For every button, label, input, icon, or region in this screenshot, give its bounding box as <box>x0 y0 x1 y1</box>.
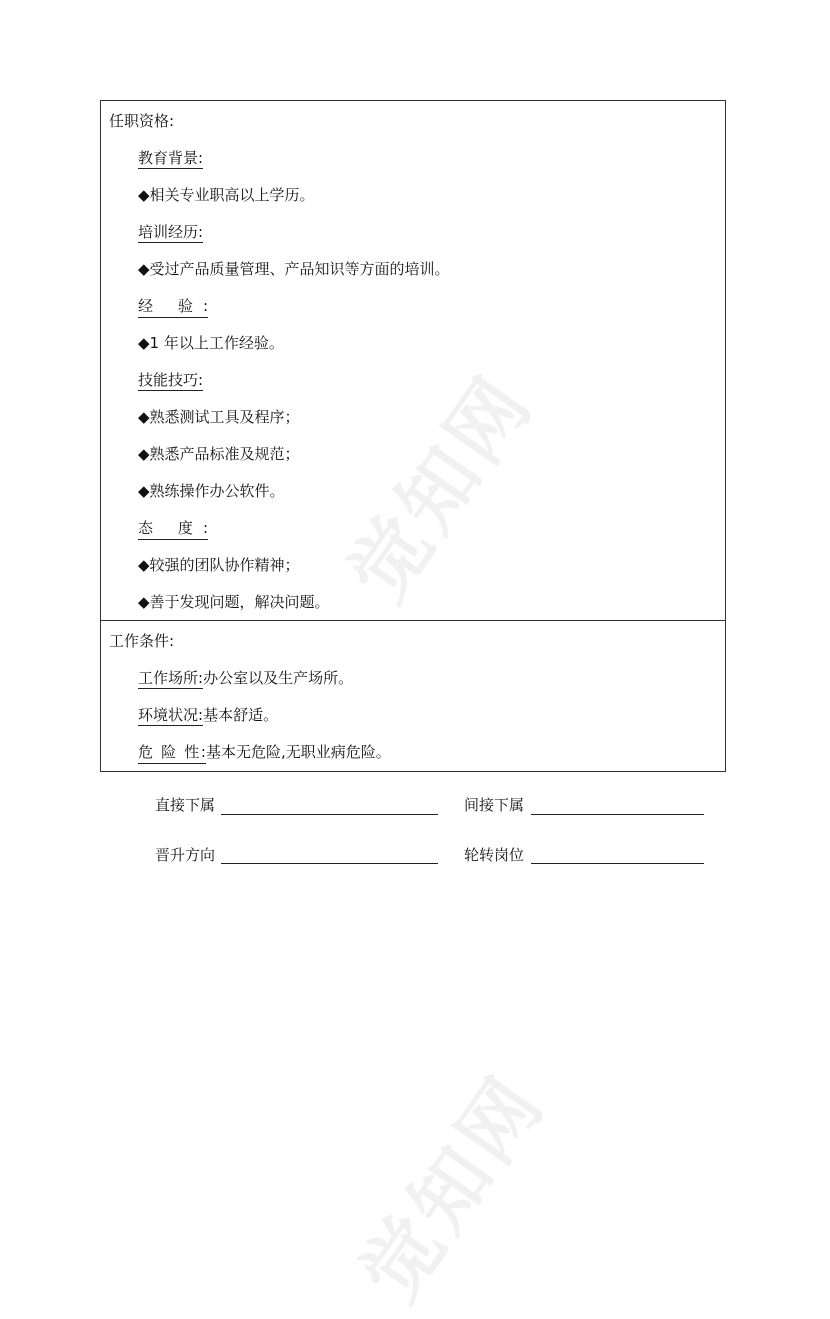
work-conditions-heading: 工作条件: <box>109 632 175 650</box>
indirect-subordinate-line[interactable] <box>531 814 704 815</box>
list-item: ◆善于发现问题，解决问题。 <box>138 593 330 611</box>
rotation-position-line[interactable] <box>531 863 704 864</box>
environment-row: 环境状况:基本舒适。 <box>138 706 279 724</box>
work-conditions-section <box>100 620 726 772</box>
attitude-label: 态 度: <box>138 518 208 540</box>
list-item: ◆受过产品质量管理、产品知识等方面的培训。 <box>138 260 450 278</box>
education-label: 教育背景: <box>138 149 204 167</box>
qualifications-section <box>100 100 726 621</box>
indirect-subordinate-label: 间接下属 <box>464 796 525 814</box>
training-label: 培训经历: <box>138 223 204 241</box>
risk-row: 危 险 性:基本无危险,无职业病危险。 <box>138 742 391 764</box>
skills-label: 技能技巧: <box>138 371 204 389</box>
direct-subordinate-line[interactable] <box>221 814 438 815</box>
list-item: ◆熟练操作办公软件。 <box>138 482 285 500</box>
list-item: ◆相关专业职高以上学历。 <box>138 186 315 204</box>
list-item: ◆1 年以上工作经验。 <box>138 334 284 352</box>
qualifications-heading: 任职资格: <box>109 112 175 130</box>
watermark-text: 觉知网 <box>331 358 552 617</box>
watermark-text: 觉知网 <box>343 1058 564 1317</box>
list-item: ◆较强的团队协作精神； <box>138 556 300 574</box>
direct-subordinate-label: 直接下属 <box>155 796 216 814</box>
list-item: ◆熟悉产品标准及规范； <box>138 445 300 463</box>
promotion-path-label: 晋升方向 <box>155 846 216 864</box>
promotion-path-line[interactable] <box>221 863 438 864</box>
workplace-row: 工作场所:办公室以及生产场所。 <box>138 669 354 687</box>
list-item: ◆熟悉测试工具及程序； <box>138 408 300 426</box>
rotation-position-label: 轮转岗位 <box>464 846 525 864</box>
experience-label: 经 验: <box>138 296 208 318</box>
